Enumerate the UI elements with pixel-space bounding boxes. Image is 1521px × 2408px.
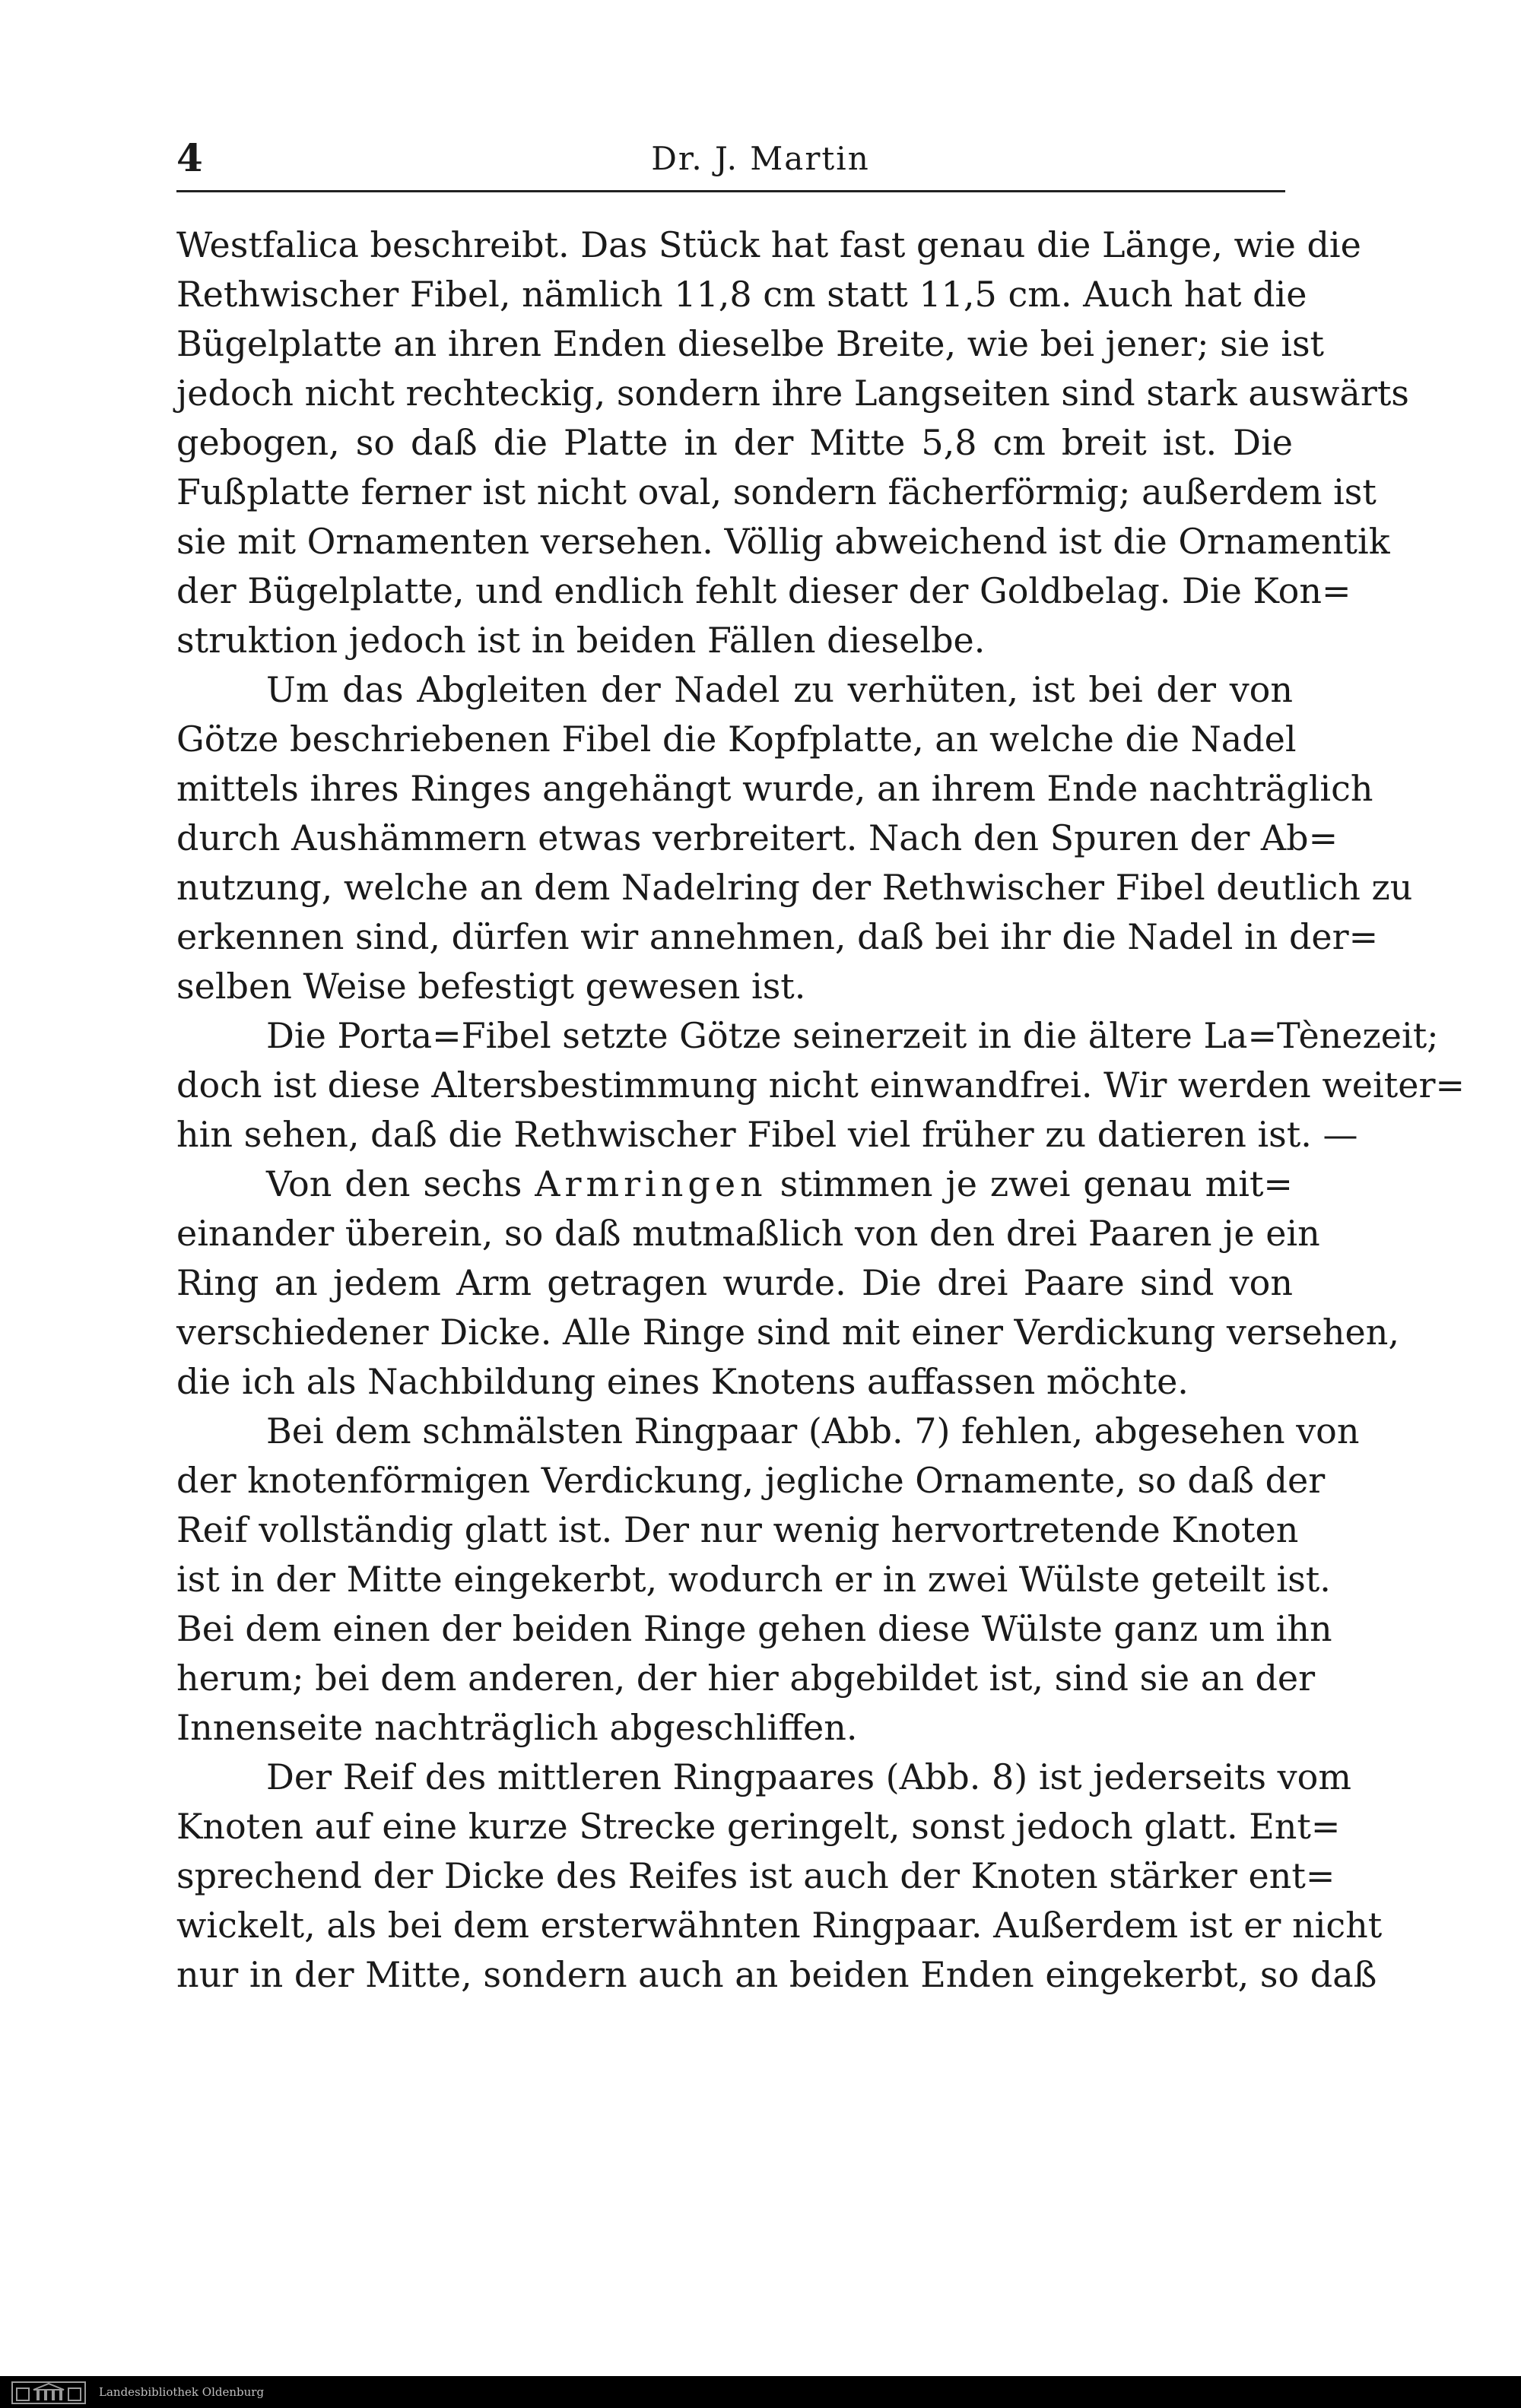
- text-line: sprechend der Dicke des Reifes ist auch der Knoten stärker ent=: [176, 1855, 1335, 1896]
- text-line: jedoch nicht rechteckig, sondern ihre Langseiten sind stark auswärts: [176, 373, 1409, 414]
- text-line: Innenseite nachträglich abgeschliffen.: [176, 1707, 858, 1748]
- text-line: Fußplatte ferner ist nicht oval, sondern fächerförmig; außerdem ist: [176, 471, 1377, 512]
- text-line: Knoten auf eine kurze Strecke geringelt, sonst jedoch glatt. Ent=: [176, 1806, 1341, 1847]
- text-fragment: stimmen je zwei genau mit=: [767, 1163, 1293, 1204]
- text-fragment: Von den sechs: [266, 1163, 535, 1204]
- text-line: der knotenförmigen Verdickung, jegliche Ornamente, so daß der: [176, 1460, 1326, 1501]
- text-line: Die Porta=Fibel setzte Götze seinerzeit in die ältere La=Tènezeit;: [266, 1015, 1439, 1056]
- text-line: die ich als Nachbildung eines Knotens auffassen möchte.: [176, 1361, 1189, 1402]
- header-rule: [176, 190, 1285, 192]
- text-line: der Bügelplatte, und endlich fehlt dieser der Goldbelag. Die Kon=: [176, 570, 1351, 611]
- text-line: Bei dem einen der beiden Ringe gehen diese Wülste ganz um ihn: [176, 1608, 1332, 1649]
- text-line: mittels ihres Ringes angehängt wurde, an ihrem Ende nachträglich: [176, 768, 1373, 809]
- body-text: [176, 220, 1465, 2000]
- spaced-emphasis: Armringen: [535, 1163, 767, 1204]
- text-line: gebogen, so daß die Platte in der Mitte 5,8 cm breit ist. Die: [176, 422, 1293, 463]
- text-line: nur in der Mitte, sondern auch an beiden Enden eingekerbt, so daß: [176, 1954, 1377, 1995]
- text-line: Um das Abgleiten der Nadel zu verhüten, ist bei der von: [266, 669, 1293, 710]
- text-line: struktion jedoch ist in beiden Fällen dieselbe.: [176, 620, 986, 661]
- text-line: einander überein, so daß mutmaßlich von den drei Paaren je ein: [176, 1213, 1320, 1254]
- text-line: erkennen sind, dürfen wir annehmen, daß bei ihr die Nadel in der=: [176, 916, 1379, 957]
- text-line: ist in der Mitte eingekerbt, wodurch er in zwei Wülste geteilt ist.: [176, 1559, 1331, 1600]
- page-number: 4: [176, 135, 203, 180]
- text-line: Götze beschriebenen Fibel die Kopfplatte, an welche die Nadel: [176, 719, 1297, 760]
- text-line: nutzung, welche an dem Nadelring der Rethwischer Fibel deutlich zu: [176, 867, 1413, 908]
- library-name: Landesbibliothek Oldenburg: [99, 2385, 265, 2399]
- text-line: Rethwischer Fibel, nämlich 11,8 cm statt 11,5 cm. Auch hat die: [176, 274, 1307, 315]
- text-line: verschiedener Dicke. Alle Ringe sind mit einer Verdickung versehen,: [176, 1312, 1400, 1353]
- text-line: hin sehen, daß die Rethwischer Fibel viel früher zu datieren ist. —: [176, 1114, 1358, 1155]
- text-line: Westfalica beschreibt. Das Stück hat fast genau die Länge, wie die: [176, 224, 1361, 265]
- running-head: Dr. J. Martin: [651, 140, 870, 177]
- library-building-icon: [11, 2379, 87, 2405]
- text-line-spaced: [176, 1160, 1293, 1209]
- text-line: Der Reif des mittleren Ringpaares (Abb. 8) ist jederseits vom: [266, 1756, 1351, 1797]
- text-line: sie mit Ornamenten versehen. Völlig abweichend ist die Ornamentik: [176, 521, 1390, 562]
- footer-bar: [0, 2376, 1521, 2408]
- text-line: Ring an jedem Arm getragen wurde. Die drei Paare sind von: [176, 1262, 1293, 1303]
- text-line: Bügelplatte an ihren Enden dieselbe Breite, wie bei jener; sie ist: [176, 323, 1325, 364]
- text-line: Bei dem schmälsten Ringpaar (Abb. 7) fehlen, abgesehen von: [266, 1410, 1360, 1451]
- text-line: wickelt, als bei dem ersterwähnten Ringpaar. Außerdem ist er nicht: [176, 1905, 1383, 1946]
- text-line: herum; bei dem anderen, der hier abgebildet ist, sind sie an der: [176, 1658, 1316, 1699]
- text-line: selben Weise befestigt gewesen ist.: [176, 966, 806, 1007]
- text-line: doch ist diese Altersbestimmung nicht einwandfrei. Wir werden weiter=: [176, 1064, 1465, 1106]
- text-line: durch Aushämmern etwas verbreitert. Nach den Spuren der Ab=: [176, 817, 1338, 858]
- text-line: Reif vollständig glatt ist. Der nur wenig hervortretende Knoten: [176, 1509, 1299, 1550]
